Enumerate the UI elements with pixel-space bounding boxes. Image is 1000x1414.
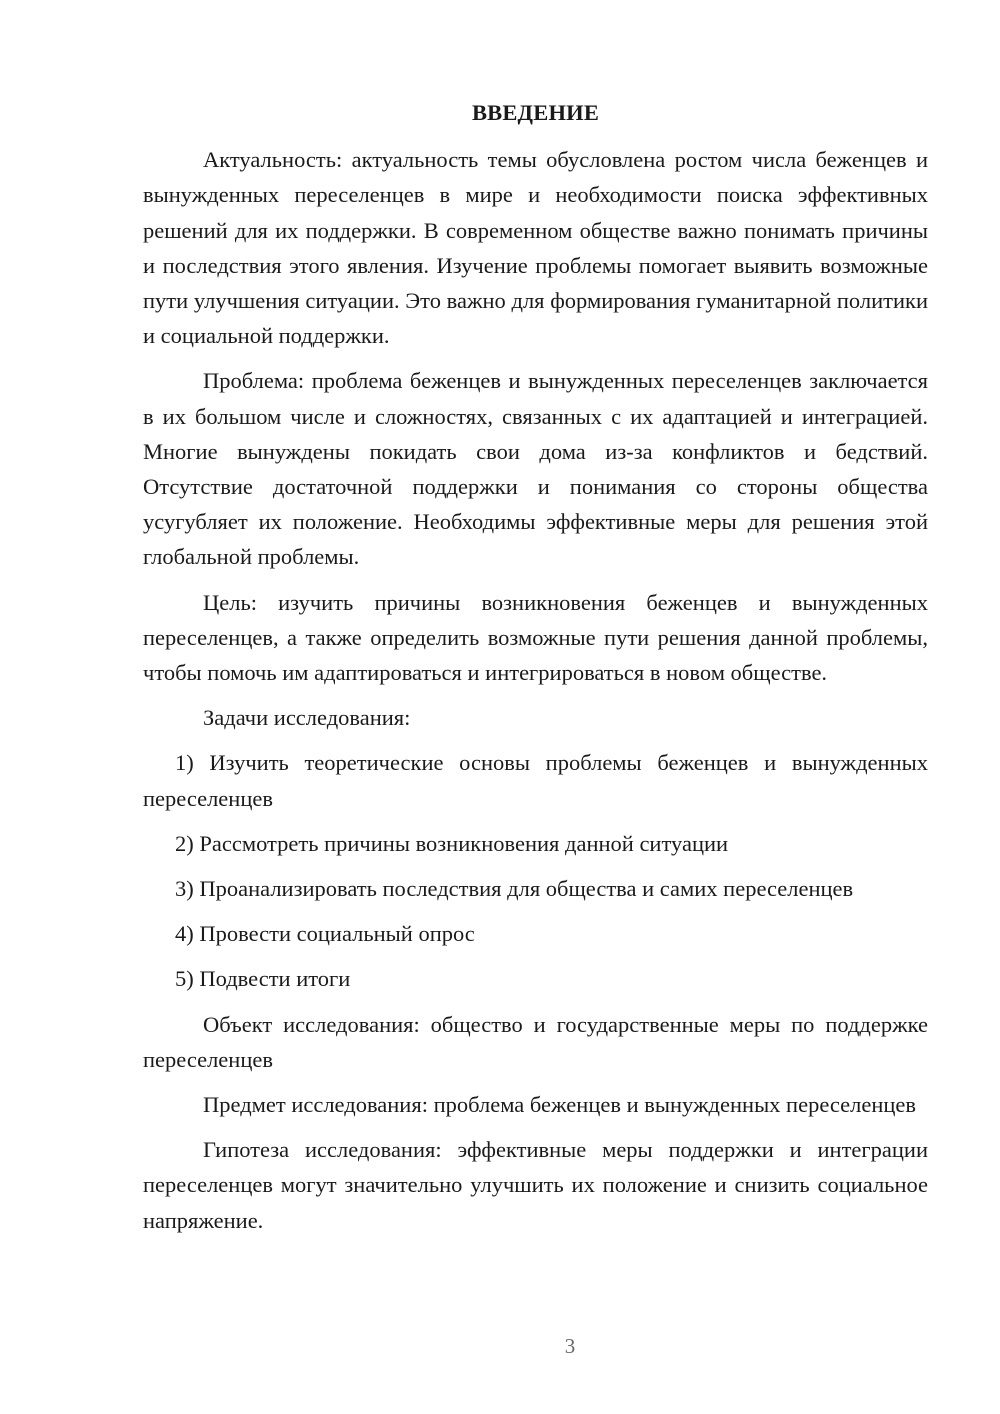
task-item: 4) Провести социальный опрос: [175, 921, 475, 947]
section-title: ВВЕДЕНИЕ: [471, 100, 600, 125]
task-item: 2) Рассмотреть причины возникновения данной ситуации: [175, 830, 729, 856]
problem-paragraph: Проблема: проблема беженцев и вынужденных переселенцев заключается в их большом числе и сложностях, связанных с их адаптацией и интеграцией. Многие вынуждены покидать свои дома из-за конфликтов и бедствий. Отсутствие достаточной поддержки и понимания со стороны общества усугубляет их положение. Необходимы эффективные меры для решения этой глобальной проблемы.: [143, 368, 928, 570]
relevance-paragraph: Актуальность: актуальность темы обусловлена ростом числа беженцев и вынужденных переселенцев в мире и необходимости поиска эффективных решений для их поддержки. В современном обществе важно понимать причины и последствия этого явления. Изучение проблемы помогает выявить возможные пути улучшения ситуации. Это важно для формирования гуманитарной политики и социальной поддержки.: [143, 147, 928, 349]
task-item: 3) Проанализировать последствия для общества и самих переселенцев: [175, 876, 854, 902]
task-item: 5) Подвести итоги: [175, 966, 351, 992]
task-item: 1) Изучить теоретические основы проблемы беженцев и вынужденных переселенцев: [143, 750, 928, 811]
research-subject-paragraph: Предмет исследования: проблема беженцев и вынужденных переселенцев: [203, 1092, 917, 1118]
research-hypothesis-paragraph: Гипотеза исследования: эффективные меры поддержки и интеграции переселенцев могут значительно улучшить их положение и снизить социальное напряжение.: [143, 1137, 928, 1233]
research-object-paragraph: Объект исследования: общество и государственные меры по поддержке переселенцев: [143, 1011, 928, 1072]
tasks-heading: Задачи исследования:: [203, 705, 411, 731]
tasks-list: [143, 745, 928, 996]
document-body: [143, 95, 928, 1248]
goal-paragraph: Цель: изучить причины возникновения беженцев и вынужденных переселенцев, а также определить возможные пути решения данной проблемы, чтобы помочь им адаптироваться и интегрироваться в новом обществе.: [143, 589, 928, 686]
page-number: 3: [564, 1334, 576, 1358]
